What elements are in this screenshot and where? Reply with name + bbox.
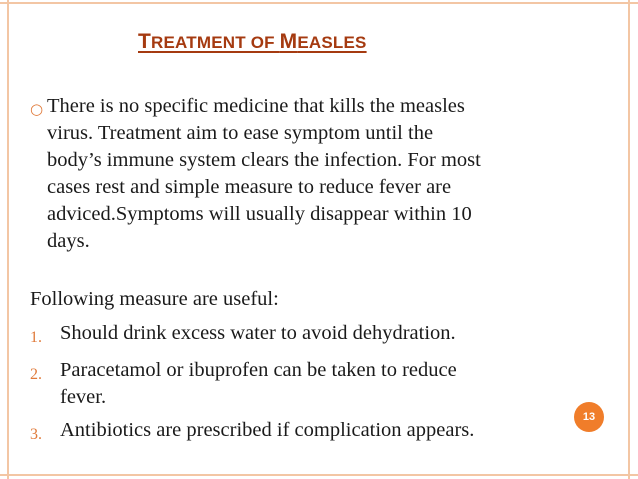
list-item [30,417,590,448]
title-part: T [138,30,152,53]
list-item [30,320,590,351]
bullet-line: days. [47,230,90,252]
frame-top-line [0,2,638,4]
title-part: M [279,30,298,53]
numbered-list [30,320,590,454]
list-item [30,357,590,411]
list-number: 1. [30,329,42,346]
list-item-text: Paracetamol or ibuprofen can be taken to reduce [60,359,457,381]
bullet-paragraph [30,93,590,255]
title-part: EASLES [297,33,367,52]
list-number: 3. [30,426,42,443]
bullet-line: cases rest and simple measure to reduce fever are [47,176,452,198]
title-part: REATMENT OF [151,33,280,52]
bullet-line: There is no specific medicine that kills the measles [47,95,465,117]
list-item-text: Antibiotics are prescribed if complication appears. [60,419,475,441]
list-item-text: fever. [60,386,107,408]
slide-title [138,30,367,54]
list-number: 2. [30,366,42,383]
frame-right-line [628,0,630,479]
hollow-circle-bullet-icon: ○ [30,100,44,118]
bullet-line: virus. Treatment aim to ease symptom until the [47,122,434,144]
bullet-line: body’s immune system clears the infection. For most [47,149,481,171]
frame-left-line [7,0,9,479]
list-item-text: Should drink excess water to avoid dehydration. [60,322,456,344]
bullet-line: adviced.Symptoms will usually disappear within 10 [47,203,472,225]
page-number-badge: 13 [574,402,604,432]
frame-bottom-line [0,474,638,476]
intro-paragraph: Following measure are useful: [30,288,279,310]
